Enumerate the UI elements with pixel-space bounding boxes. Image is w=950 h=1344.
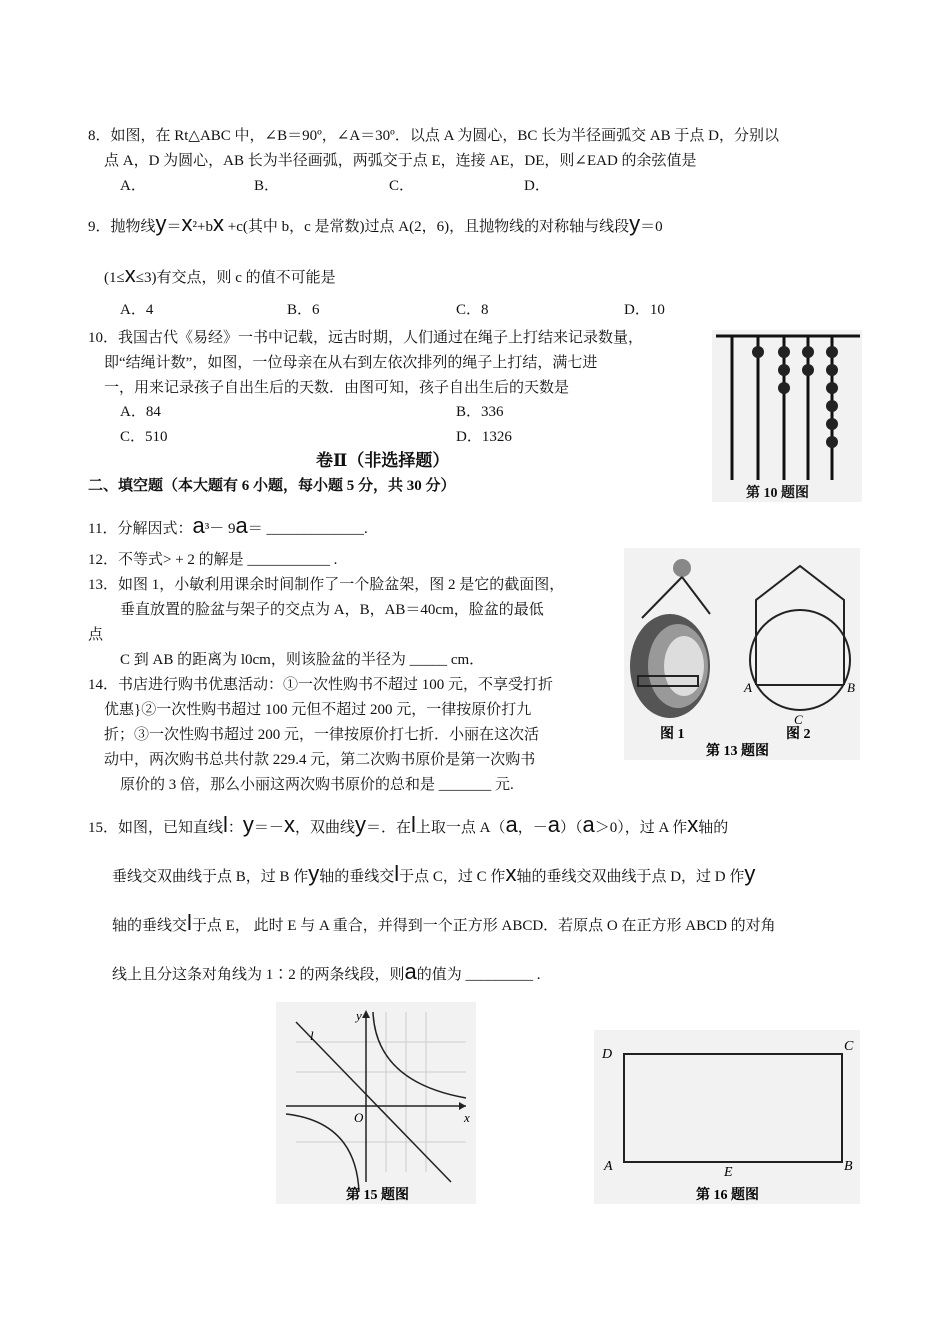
q15-l4a: 线上且分这条对角线为 1∶2 的两条线段，则 bbox=[112, 967, 405, 983]
q11-mid: ³－ 9 bbox=[204, 521, 236, 537]
q13-point-c: C bbox=[794, 712, 803, 727]
knot-rope-illustration bbox=[712, 330, 862, 502]
q9-text-part1: ²+b bbox=[192, 219, 213, 235]
q10-option-c: C．510 bbox=[120, 429, 168, 445]
q15-line4 bbox=[112, 959, 541, 985]
q9-line2 bbox=[104, 262, 336, 288]
q14-line3: 折；③一次性购书超过 200 元，一律按原价打七折．小丽在这次活 bbox=[104, 727, 540, 743]
q13-line2: 垂直放置的脸盆与架子的交点为 A，B，AB＝40cm，脸盆的最低 bbox=[120, 602, 544, 618]
q10-option-a: A．84 bbox=[120, 404, 161, 420]
q9-line2-b: ≤3)有交点，则 c 的值不可能是 bbox=[135, 270, 336, 286]
q15-l2d: 轴的垂线交双曲线于点 D，过 D 作 bbox=[516, 869, 745, 885]
q8-option-d: D． bbox=[524, 178, 550, 194]
q16-figure bbox=[594, 1030, 860, 1204]
q13-line1: 13．如图 1，小敏利用课余时间制作了一个脸盆架，图 2 是它的截面图， bbox=[88, 577, 565, 593]
q9-option-a: A．4 bbox=[120, 302, 154, 318]
q8-option-a: A． bbox=[120, 178, 146, 194]
q9-var-y2: y bbox=[629, 211, 641, 236]
q15-var-a2: a bbox=[547, 812, 560, 837]
q10-line3: 一，用来记录孩子自出生后的天数．由图可知，孩子自出生后的天数是 bbox=[104, 380, 570, 396]
q9-var-x3: x bbox=[124, 262, 136, 287]
q11-prefix: 11．分解因式： bbox=[88, 521, 193, 537]
q9-equals: ＝ bbox=[166, 219, 182, 235]
part2-heading: 二、填空题（本大题有 6 小题，每小题 5 分，共 30 分） bbox=[88, 478, 456, 494]
q15-origin: O bbox=[354, 1110, 364, 1125]
q15-line3 bbox=[112, 910, 776, 936]
q11 bbox=[88, 513, 368, 539]
q10-line1: 10．我国古代《易经》一书中记载，远古时期，人们通过在绳子上打结来记录数量， bbox=[88, 330, 644, 346]
q9-option-b: B．6 bbox=[287, 302, 320, 318]
q9-option-d: D．10 bbox=[624, 302, 665, 318]
q15-l1i: ＞0），过 A 作 bbox=[594, 820, 688, 836]
q15-l2b: 轴的垂线交 bbox=[319, 869, 395, 885]
q8-option-c: C． bbox=[389, 178, 415, 194]
q13-point-a: A bbox=[744, 680, 752, 695]
q10-figure bbox=[712, 330, 862, 502]
q16-point-b: B bbox=[844, 1159, 853, 1174]
q15-axis-y: y bbox=[356, 1008, 362, 1023]
q16-figure-caption: 第 16 题图 bbox=[696, 1188, 759, 1203]
q15-var-y2: y bbox=[354, 812, 366, 837]
q15-l1f: 上取一点 A（ bbox=[415, 820, 506, 836]
q13-figure-caption: 第 13 题图 bbox=[706, 744, 769, 759]
q13-line3: 点 bbox=[88, 627, 104, 643]
washbasin-stand-illustration bbox=[624, 548, 860, 760]
q15-figure-caption: 第 15 题图 bbox=[346, 1188, 409, 1203]
q9-line2-a: (1≤ bbox=[104, 270, 125, 286]
q15-l1b: ： bbox=[227, 820, 243, 836]
q15-var-x2: x bbox=[687, 812, 699, 837]
q13-fig1-label: 图 1 bbox=[660, 727, 685, 742]
q16-point-a: A bbox=[604, 1159, 613, 1174]
square-abcd-diagram bbox=[594, 1030, 860, 1204]
q15-l2a: 垂线交双曲线于点 B，过 B 作 bbox=[112, 869, 309, 885]
q15-var-a: a bbox=[505, 812, 518, 837]
q15-var-l: l bbox=[223, 812, 228, 837]
q15-l4b: 的值为 _________ . bbox=[416, 967, 541, 983]
q15-l2c: 于点 C，过 C 作 bbox=[399, 869, 506, 885]
q8-line2: 点 A，D 为圆心，AB 长为半径画弧，两弧交于点 E，连接 AE，DE，则∠EAD 的余弦值是 bbox=[104, 153, 697, 169]
q16-point-d: D bbox=[602, 1047, 613, 1062]
q15-l4-var-a: a bbox=[404, 959, 417, 984]
q15-l3-var-l: l bbox=[187, 910, 192, 935]
q10-option-d: D．1326 bbox=[456, 429, 512, 445]
q13-point-b: B bbox=[847, 680, 855, 695]
q15-l1e: ＝．在 bbox=[365, 820, 411, 836]
q15-l3a: 轴的垂线交 bbox=[112, 918, 188, 934]
q15-var-l2: l bbox=[410, 812, 416, 837]
q15-l1g: ，－ bbox=[517, 820, 548, 836]
q14-line5: 原价的 3 倍，那么小丽这两次购书原价的总和是 _______ 元. bbox=[120, 777, 514, 793]
q15-l2-var-x: x bbox=[505, 861, 517, 886]
part2-title: 卷Ⅱ（非选择题） bbox=[316, 451, 450, 470]
q15-l1h: ）（ bbox=[559, 820, 583, 836]
q14-line4: 动中，两次购书总共付款 229.4 元，第二次购书原价是第一次购书 bbox=[104, 752, 536, 768]
q11-var-a: a bbox=[192, 513, 205, 538]
q15-axis-x: x bbox=[464, 1110, 470, 1125]
q10-option-b: B．336 bbox=[456, 404, 504, 420]
q16-point-e: E bbox=[724, 1165, 733, 1180]
q9-var-x: x bbox=[181, 211, 193, 236]
q9-number: 9．抛物线 bbox=[88, 219, 156, 235]
q15-l2-var-y2: y bbox=[744, 861, 756, 886]
q15-l2-var-y: y bbox=[308, 861, 320, 886]
q11-suffix: ＝ _____________. bbox=[247, 521, 368, 537]
q15-l1c: ＝－ bbox=[253, 820, 284, 836]
q15-var-y: y bbox=[242, 812, 254, 837]
q15-var-a3: a bbox=[582, 812, 595, 837]
q9-text-part3: ＝0 bbox=[640, 219, 663, 235]
q15-l2-var-l: l bbox=[394, 861, 400, 886]
q15-var-x: x bbox=[283, 812, 295, 837]
q9-var-x2: x bbox=[213, 211, 224, 236]
q8-option-b: B． bbox=[254, 178, 280, 194]
line-hyperbola-graph bbox=[276, 1002, 476, 1204]
q13-line4: C 到 AB 的距离为 l0cm，则该脸盆的半径为 _____ cm． bbox=[120, 652, 485, 668]
q9-var-y: y bbox=[155, 211, 167, 236]
q8-line1: 8．如图，在 Rt△ABC 中，∠B＝90º，∠A＝30º．以点 A 为圆心，BC 长为半径画弧交 AB 于点 D，分别以 bbox=[88, 128, 780, 144]
q10-figure-caption: 第 10 题图 bbox=[746, 486, 809, 501]
q15-l1d: ，双曲线 bbox=[294, 820, 355, 836]
q15-figure bbox=[276, 1002, 476, 1204]
q15-line1 bbox=[88, 812, 729, 838]
q11-var-a2: a bbox=[235, 513, 248, 538]
q15-l3b: 于点 E， 此时 E 与 A 重合，并得到一个正方形 ABCD．若原点 O 在正方形 ABCD 的对角 bbox=[191, 918, 776, 934]
q15-line-label: l bbox=[310, 1028, 314, 1043]
q15-line2 bbox=[112, 861, 756, 887]
q13-fig2-label: 图 2 bbox=[786, 727, 811, 742]
q16-point-c: C bbox=[844, 1039, 854, 1054]
q14-line1: 14．书店进行购书优惠活动：①一次性购书不超过 100 元，不享受打折 bbox=[88, 677, 554, 693]
q15-l1j: 轴的 bbox=[698, 820, 729, 836]
q15-l1a: 15．如图，已知直线 bbox=[88, 820, 224, 836]
q12: 12．不等式> + 2 的解是 ___________ . bbox=[88, 552, 338, 568]
q9-option-c: C．8 bbox=[456, 302, 489, 318]
q10-line2: 即“结绳计数”，如图，一位母亲在从右到左依次排列的绳子上打结，满七进 bbox=[104, 355, 598, 371]
q9-text-part2: +c(其中 b，c 是常数)过点 A(2，6)，且抛物线的对称轴与线段 bbox=[224, 219, 630, 235]
q9-line1 bbox=[88, 211, 663, 237]
q13-figure bbox=[624, 548, 860, 760]
q14-line2: 优惠}②一次性购书超过 100 元但不超过 200 元，一律按原价打九 bbox=[104, 702, 532, 718]
